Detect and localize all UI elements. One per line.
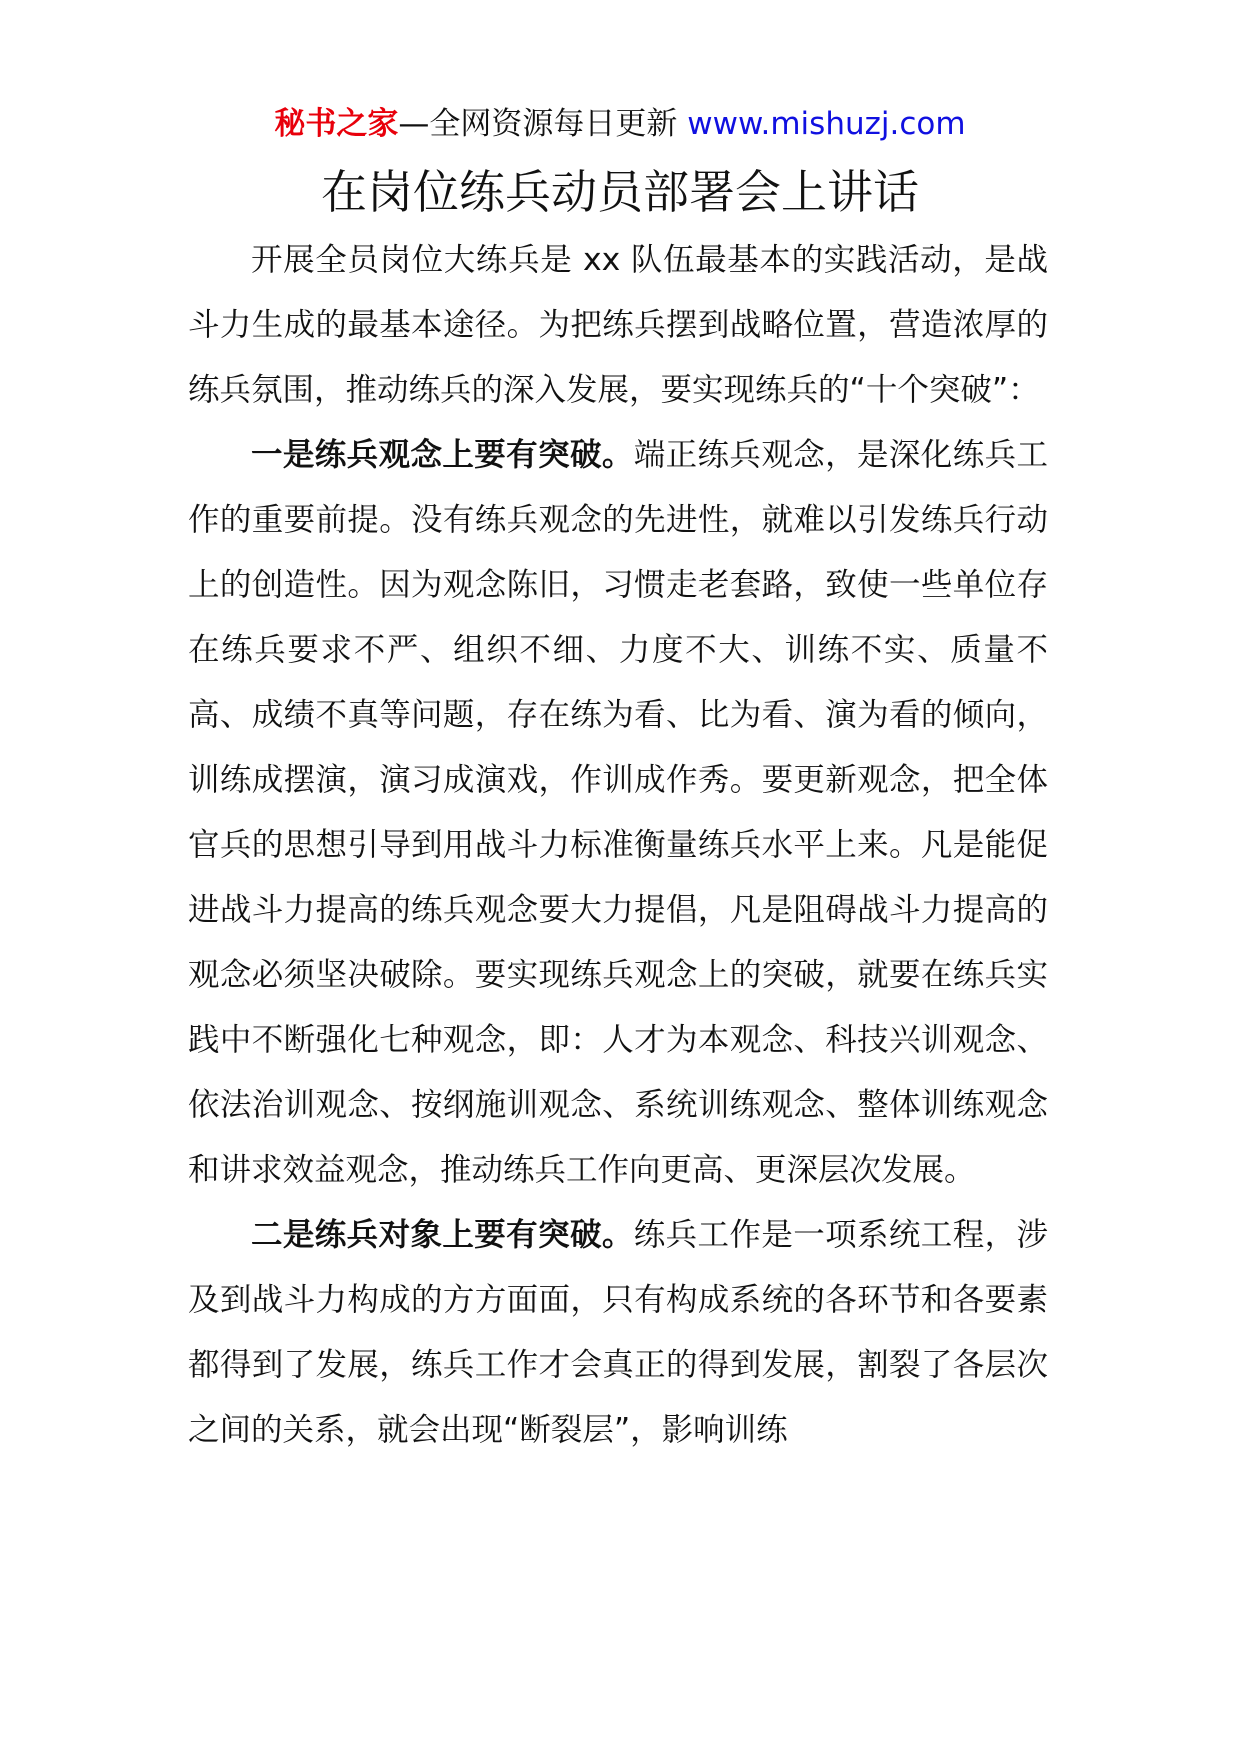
site-url-link[interactable]: www.mishuzj.com [687,106,966,142]
brand-name: 秘书之家 [274,106,399,142]
site-header-banner [0,100,1240,148]
paragraph-text: 端正练兵观念，是深化练兵工作的重要前提。没有练兵观念的先进性，就难以引发练兵行动上的创造性。因为观念陈旧，习惯走老套路，致使一些单位存在练兵要求不严、组织不细、力度不大、训练不实、质量不高、成绩不真等问题，存在练为看、比为看、演为看的倾向，训练成摆演，演习成演戏，作训成作秀。要更新观念，把全体官兵的思想引导到用战斗力标准衡量练兵水平上来。凡是能促进战斗力提高的练兵观念要大力提倡，凡是阻碍战斗力提高的观念必须坚决破除。要实现练兵观念上的突破，就要在练兵实践中不断强化七种观念，即：人才为本观念、科技兴训观念、依法治训观念、按纲施训观念、系统训练观念、整体训练观念和讲求效益观念，推动练兵工作向更高、更深层次发展。 [188,437,1048,1188]
paragraph-lead: 二是练兵对象上要有突破。 [251,1217,634,1253]
paragraph-lead: 一是练兵观念上要有突破。 [251,437,634,473]
document-title: 在岗位练兵动员部署会上讲话 [321,165,919,219]
paragraph-text: 开展全员岗位大练兵是 xx 队伍最基本的实践活动，是战斗力生成的最基本途径。为把练兵摆到战略位置，营造浓厚的练兵氛围，推动练兵的深入发展，要实现练兵的“十个突破”： [188,242,1048,408]
paragraph-breakthrough-1 [188,423,1048,1203]
paragraph-breakthrough-2 [188,1203,1048,1463]
paragraph-intro [188,228,1048,423]
paragraph-text: 练兵工作是一项系统工程，涉及到战斗力构成的方方面面，只有构成系统的各环节和各要素都得到了发展，练兵工作才会真正的得到发展，割裂了各层次之间的关系，就会出现“断裂层”，影响训练 [188,1217,1048,1448]
header-tagline: —全网资源每日更新 [398,106,688,142]
document-body [188,228,1048,1463]
